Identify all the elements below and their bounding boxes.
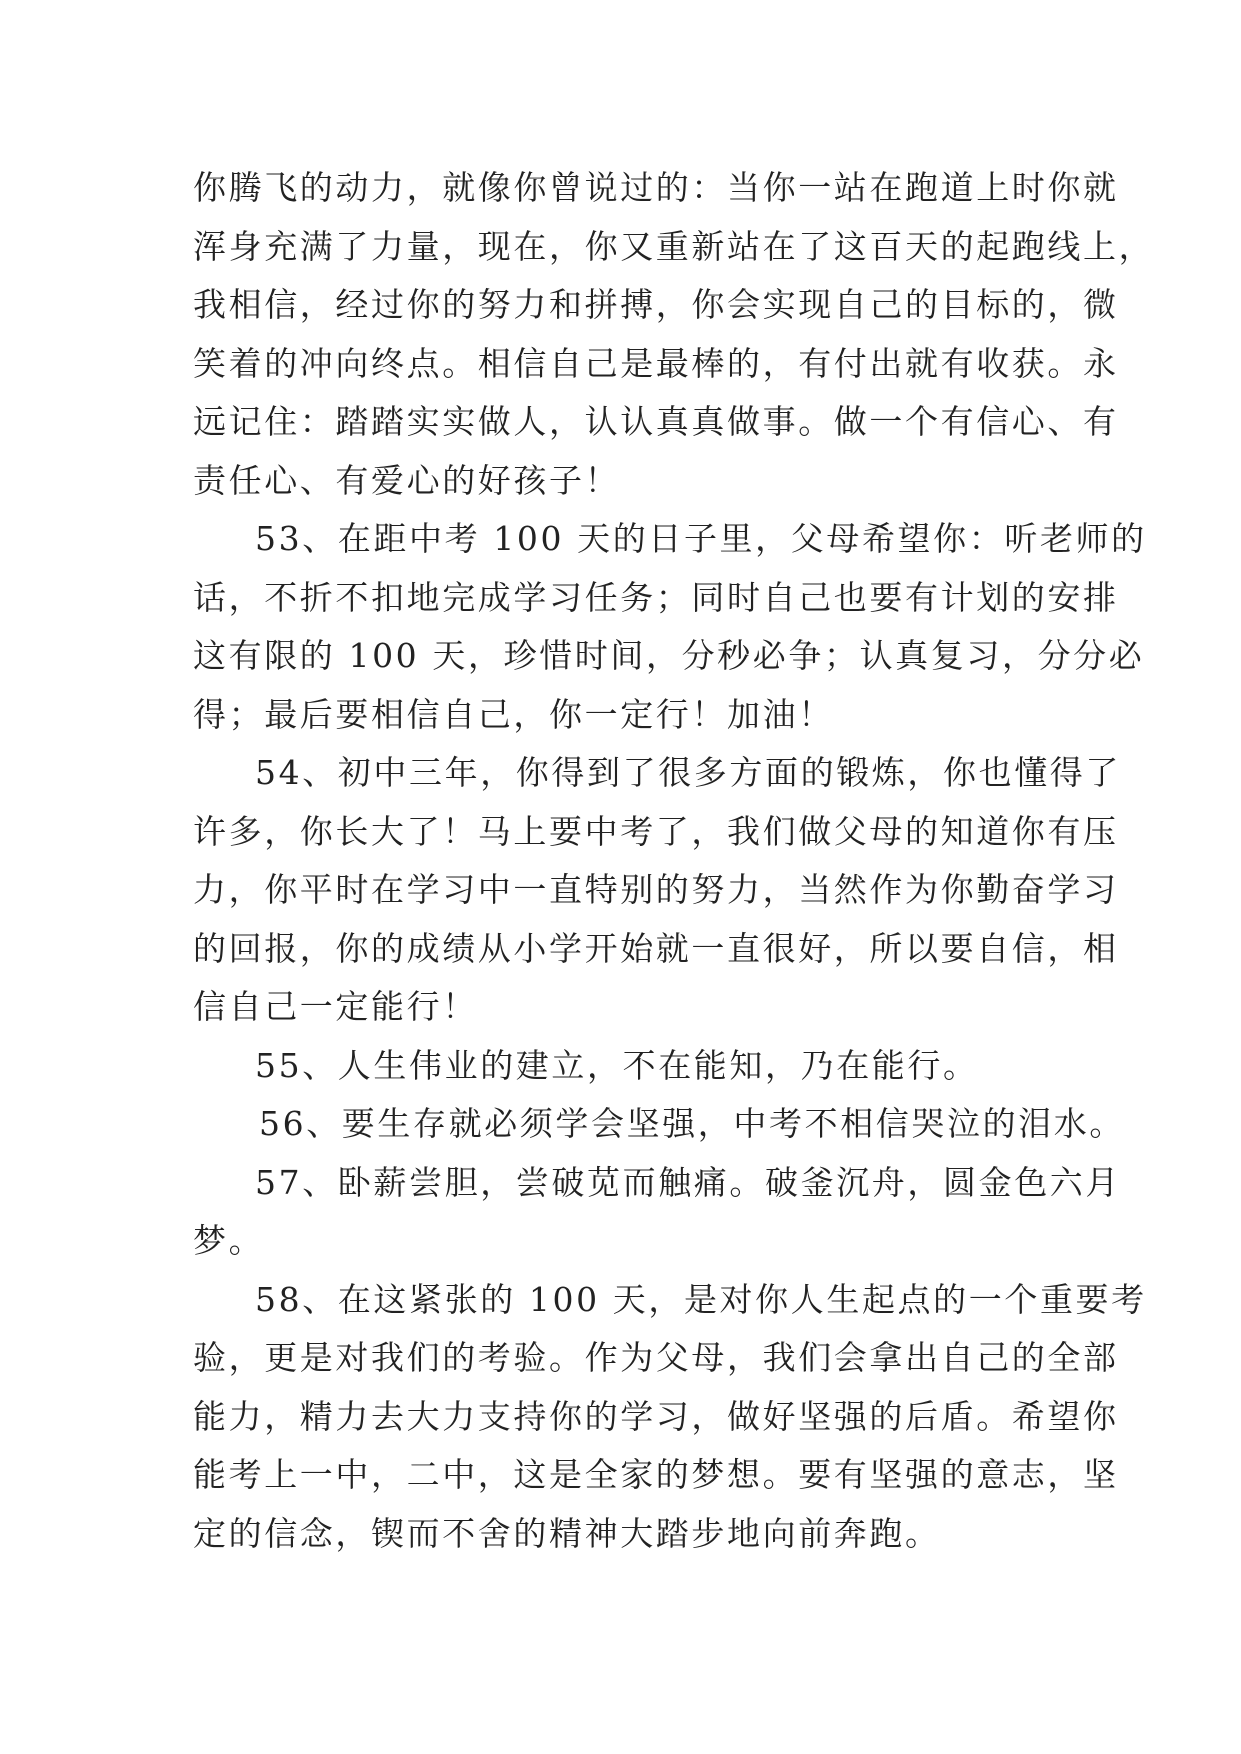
text-line: 信自己一定能行！: [193, 987, 478, 1026]
text-line: 验，更是对我们的考验。作为父母，我们会拿出自己的全部: [193, 1338, 1119, 1377]
text-line: 得；最后要相信自己，你一定行！加油！: [193, 694, 834, 734]
text-line: 浑身充满了力量，现在，你又重新站在了这百天的起跑线上，: [193, 226, 1155, 266]
text-line: 笑着的冲向终点。相信自己是最棒的，有付出就有收获。永: [193, 343, 1119, 383]
text-line: 定的信念，锲而不舍的精神大踏步地向前奔跑。: [193, 1513, 941, 1553]
text-line: 你腾飞的动力，就像你曾说过的：当你一站在跑道上时你就: [193, 168, 1119, 207]
paragraph-53-first-line: 53、在距中考 100 天的日子里，父母希望你：听老师的: [255, 519, 1147, 558]
text-line: 许多，你长大了！马上要中考了，我们做父母的知道你有压: [193, 811, 1119, 851]
text-line: 话，不折不扣地完成学习任务；同时自己也要有计划的安排: [193, 577, 1119, 617]
paragraph-55-line: 55、人生伟业的建立，不在能知，乃在能行。: [255, 1045, 979, 1085]
text-line: 我相信，经过你的努力和拼搏，你会实现自己的目标的，微: [193, 285, 1119, 324]
text-line: 这有限的 100 天，珍惜时间，分秒必争；认真复习，分分必: [193, 636, 1145, 675]
text-line: 的回报，你的成绩从小学开始就一直很好，所以要自信，相: [193, 928, 1119, 968]
paragraph-56-line: 56、要生存就必须学会坚强，中考不相信哭泣的泪水。: [259, 1104, 1125, 1143]
text-line: 力，你平时在学习中一直特别的努力，当然作为你勤奋学习: [193, 870, 1119, 909]
text-line: 能力，精力去大力支持你的学习，做好坚强的后盾。希望你: [193, 1396, 1119, 1436]
text-line: 责任心、有爱心的好孩子！: [193, 460, 621, 500]
paragraph-57-first-line: 57、卧薪尝胆，尝破苋而触痛。破釜沉舟，圆金色六月: [255, 1162, 1121, 1202]
paragraph-54-first-line: 54、初中三年，你得到了很多方面的锻炼，你也懂得了: [255, 753, 1121, 792]
text-line: 能考上一中，二中，这是全家的梦想。要有坚强的意志，坚: [193, 1455, 1119, 1494]
text-line: 远记住：踏踏实实做人，认认真真做事。做一个有信心、有: [193, 402, 1119, 441]
document-body: [193, 159, 1155, 1563]
text-line: 梦。: [193, 1221, 265, 1260]
paragraph-58-first-line: 58、在这紧张的 100 天，是对你人生起点的一个重要考: [255, 1279, 1147, 1319]
